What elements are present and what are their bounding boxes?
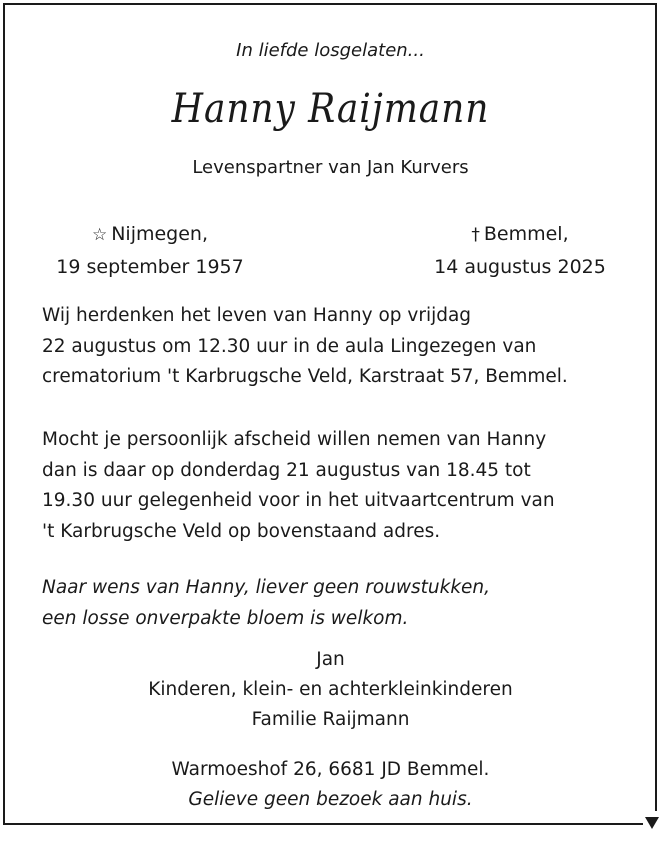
text-line: Naar wens van Hanny, liever geen rouwstukken, [42,577,491,598]
frame-bottom-border [3,823,643,825]
text-line: crematorium 't Karbrugsche Veld, Karstraat 57, Bemmel. [42,366,568,387]
birth-place: Nijmegen, [111,223,209,245]
text-line: Wij herdenken het leven van Hanny op vrijdag [42,305,472,326]
family-line: Familie Raijmann [251,709,410,730]
death-place: Bemmel, [483,223,569,245]
text-line: 't Karbrugsche Veld op bovenstaand adres. [42,520,441,542]
text-line: een losse onverpakte bloem is welkom. [42,607,409,629]
star-icon: ☆ [91,225,108,245]
birth-date: 19 september 1957 [56,256,244,278]
death-info [410,218,630,283]
family-signature [0,645,661,735]
address-text: Warmoeshof 26, 6681 JD Bemmel. [171,759,490,780]
deceased-name: Hanny Raijmann [171,86,490,132]
text-line: 22 augustus om 12.30 uur in de aula Lingezegen van [42,335,537,357]
family-line: Kinderen, klein- en achterkleinkinderen [148,679,513,700]
ceremony-paragraph [42,301,642,393]
death-date: 14 augustus 2025 [434,256,606,278]
family-line: Jan [316,649,345,670]
flowers-paragraph [42,573,642,634]
intro-text: In liefde losgelaten... [236,40,425,61]
farewell-paragraph [42,425,642,547]
visit-note: Gelieve geen bezoek aan huis. [188,789,473,810]
address-block [0,755,661,815]
text-line: dan is daar op donderdag 21 augustus van 18.45 tot [42,459,531,481]
partner-text: Levenspartner van Jan Kurvers [192,157,469,178]
birth-info [40,218,260,283]
cross-icon: † [471,225,480,245]
text-line: Mocht je persoonlijk afscheid willen nemen van Hanny [42,429,547,450]
text-line: 19.30 uur gelegenheid voor in het uitvaartcentrum van [42,490,555,511]
down-arrow-icon [645,817,659,829]
frame-top-border [3,3,657,5]
